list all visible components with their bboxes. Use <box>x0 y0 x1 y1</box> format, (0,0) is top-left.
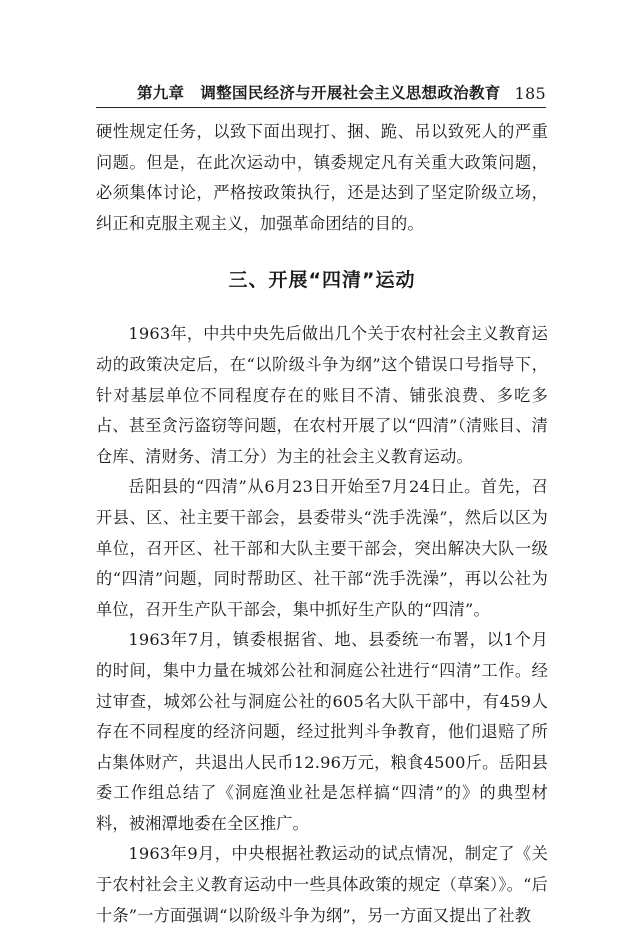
chapter-title: 调整国民经济与开展社会主义思想政治教育 <box>200 84 501 102</box>
paragraph-continued: 硬性规定任务，以致下面出现打、捆、跪、吊以致死人的严重问题。但是，在此次运动中，镇委规定凡有关重大政策问题，必须集体讨论，严格按政策执行，还是达到了坚定阶级立场，纠正和克服主观主义，加强革命团结的目的。 <box>96 122 548 233</box>
section-heading: 三、开展“四清”运动 <box>228 269 416 292</box>
page-number: 185 <box>514 84 546 103</box>
body-text <box>96 117 548 931</box>
chapter-label: 第九章 <box>136 84 185 102</box>
paragraph-1963-policy: 1963年，中共中央先后做出几个关于农村社会主义教育运动的政策决定后，在“以阶级斗争为纲”这个错误口号指导下，针对基层单位不同程度存在的账目不清、铺张浪费、多吃多占、甚至贪污盗窃等问题，在农村开展了以“四清”（清账目、清仓库、清财务、清工分）为主的社会主义教育运动。 <box>96 324 548 466</box>
paragraph-1963-september: 1963年9月，中央根据社教运动的试点情况，制定了《关于农村社会主义教育运动中一些具体政策的规定（草案）》。“后十条”一方面强调“以阶级斗争为纲”，另一方面又提出了社教 <box>96 844 548 925</box>
paragraph-yueyang-siqing: 岳阳县的“四清”从6月23日开始至7月24日止。首先，召开县、区、社主要干部会，县委带头“洗手洗澡”，然后以区为单位，召开区、社干部和大队主要干部会，突出解决大队一级的“四清”问题，同时帮助区、社干部“洗手洗澡”，再以公社为单位，召开生产队干部会，集中抓好生产队的“四清”。 <box>96 477 548 619</box>
running-header <box>96 78 546 108</box>
paragraph-1963-july: 1963年7月，镇委根据省、地、县委统一布署，以1个月的时间，集中力量在城郊公社和洞庭公社进行“四清”工作。经过审查，城郊公社与洞庭公社的605名大队干部中，有459人存在不同程度的经济问题，经过批判斗争教育，他们退赔了所占集体财产，共退出人民币12.96万元，粮食4500斤。岳阳县委工作组总结了《洞庭渔业社是怎样搞“四清”的》的典型材料，被湘潭地委在全区推广。 <box>96 630 548 833</box>
